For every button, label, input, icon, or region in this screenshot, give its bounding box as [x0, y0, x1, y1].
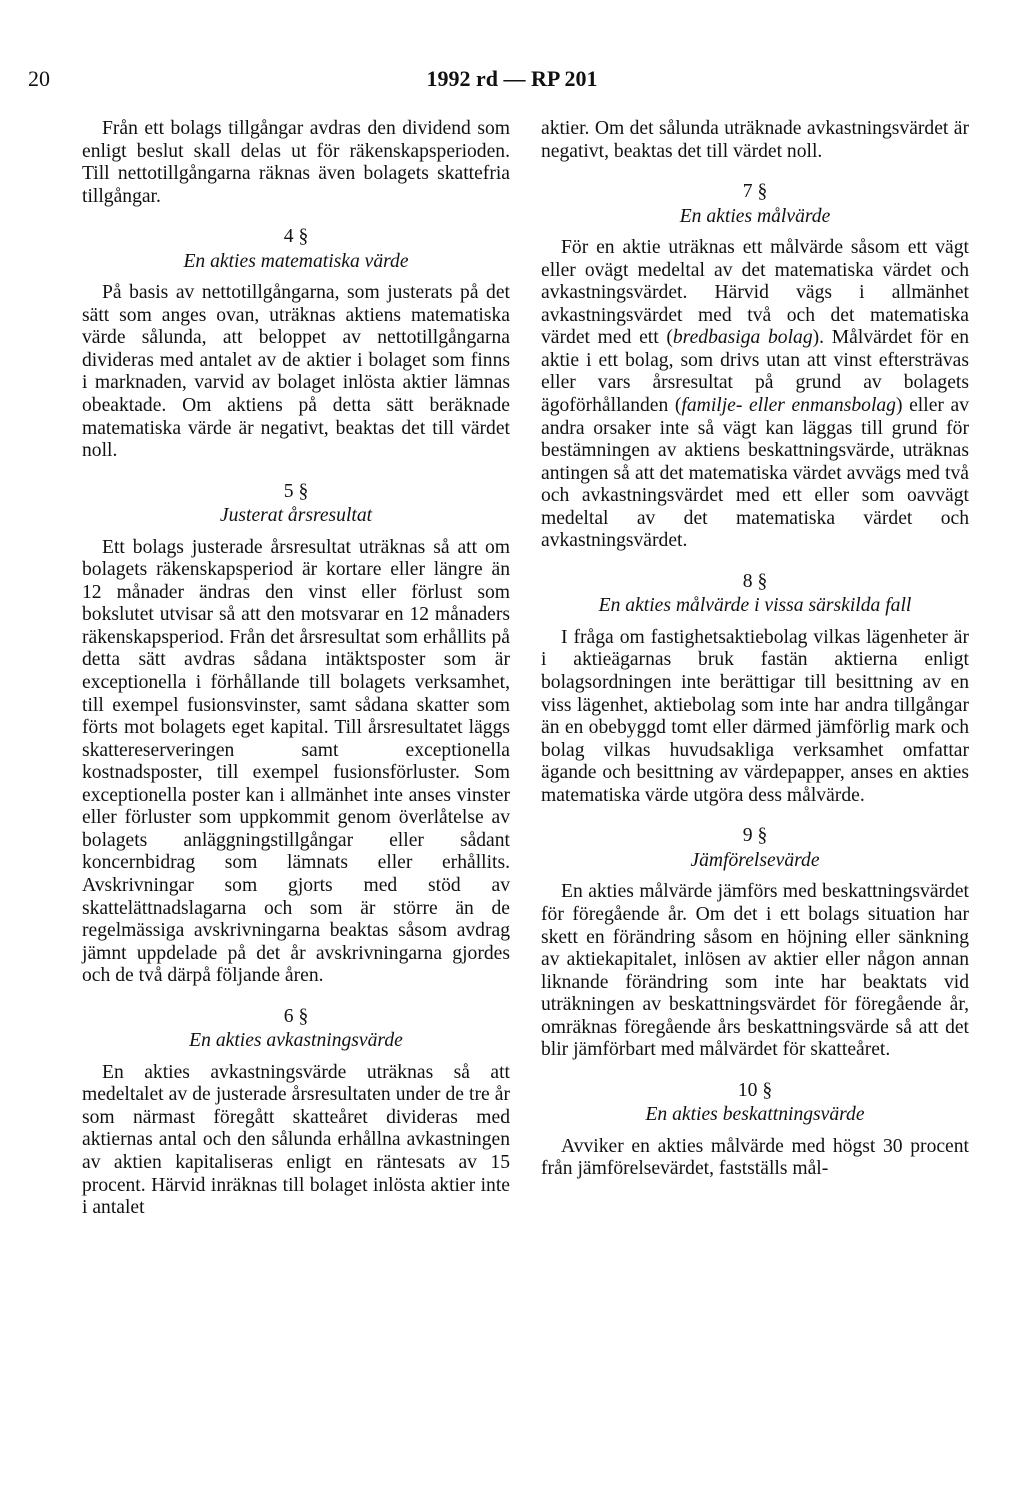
right-column — [541, 118, 969, 1181]
section-7-text-a: För en aktie uträknas ett målvärde såsom ett vägt eller ovägt medeltal av det matematiska värdet och avkastningsvärdet. Härvid vägs i allmänhet avkastningsvärdet med två och det matematiska värdet med ett ( — [541, 237, 969, 349]
section-7-em-b: familje- eller enmansbolag — [681, 395, 896, 417]
section-4-text: På basis av nettotillgångarna, som justerats på det sätt som anges ovan, uträknas aktiens matematiska värde sålunda, att beloppet av nettotillgångarna divideras med antalet av de aktier i bolaget som finns i marknaden, varvid av bolaget inlösta aktier lämnas obeaktade. Om aktiens på detta sätt beräknade matematiska värde är negativt, beaktas det till värdet noll. — [82, 282, 510, 462]
page-number: 20 — [28, 66, 50, 91]
section-7-number: 7 § — [742, 181, 768, 203]
left-column — [82, 118, 510, 1220]
section-7-text — [541, 237, 969, 553]
section-7-title: En akties målvärde — [679, 205, 831, 227]
section-4-title: En akties matematiska värde — [183, 250, 409, 272]
section-10-title: En akties beskattningsvärde — [645, 1104, 865, 1126]
section-7-text-c: ) eller av andra orsaker inte så vägt kan läggas till grund för bestämningen av aktiens beskattningsvärde, uträknas antingen så att det matematiska värdet avvägs med två och avkastningsvärdet med ett eller som oavvägt medeltal av det matematiska värdet och avkastningsvärdet. — [541, 395, 970, 552]
section-10-number: 10 § — [737, 1079, 773, 1101]
section-5-number: 5 § — [283, 480, 309, 502]
section-10-text: Avviker en akties målvärde med högst 30 procent från jämförelsevärdet, fastställs mål- — [541, 1135, 969, 1180]
running-head: 1992 rd — RP 201 — [426, 66, 598, 91]
section-5-title: Justerat årsresultat — [219, 505, 373, 527]
section-8-title: En akties målvärde i vissa särskilda fall — [598, 595, 912, 617]
continued-paragraph: aktier. Om det sålunda uträknade avkastningsvärdet är negativt, beaktas det till värdet noll. — [541, 118, 969, 162]
section-9-title: Jämförelsevärde — [690, 849, 820, 871]
section-8-text: I fråga om fastighetsaktiebolag vilkas lägenheter är i aktieägarnas bruk fastän aktierna enligt bolagsordningen inte berättigar till besittning av en viss lägenhet, aktiebolag som inte har andra tillgångar än en obebyggd tomt eller därmed jämförlig mark och bolag vilkas huvudsakliga verksamhet omfattar ägande och besittning av värdepapper, anses en akties matematiska värde utgöra dess målvärde. — [541, 626, 969, 806]
section-6-title: En akties avkastningsvärde — [189, 1030, 403, 1052]
section-9-number: 9 § — [742, 825, 768, 847]
section-4-number: 4 § — [283, 226, 309, 248]
intro-paragraph: Från ett bolags tillgångar avdras den dividend som enligt beslut skall delas ut för räkenskapsperioden. Till nettotillgångarna räknas även bolagets skattefria tillgångar. — [82, 118, 510, 207]
section-8-number: 8 § — [742, 570, 768, 592]
section-6-number: 6 § — [283, 1005, 309, 1027]
section-6-text: En akties avkastningsvärde uträknas så att medeltalet av de justerade årsresultaten under de tre år som närmast föregått skatteåret divideras med aktiernas antal och den sålunda erhållna avkastningen av aktien kapitaliseras enligt en räntesats av 15 procent. Härvid inräknas till bolaget inlösta aktier inte i antalet — [82, 1061, 510, 1219]
section-9-text: En akties målvärde jämförs med beskattningsvärdet för föregående år. Om det i ett bolags situation har skett en förändring såsom en höjning eller sänkning av aktiekapitalet, inlösen av aktier eller någon annan liknande förändring som inte har beaktats vid uträkningen av beskattningsvärdet för föregående år, omräknas föregående års beskattningsvärde så att det blir jämförbart med målvärdet för skatteåret. — [541, 881, 969, 1061]
section-7-em-a: bredbasiga bolag — [672, 327, 813, 349]
section-5-text: Ett bolags justerade årsresultat uträknas så att om bolagets räkenskapsperiod är kortare eller längre än 12 månader ändras den vinst eller förlust som bokslutet utvisar så att den motsvarar en 12 månaders räkenskapsperiod. Från det årsresultat som erhållits på detta sätt avdras sådana intäktsposter som är exceptionella i förhållande till bolagets verksamhet, till exempel fusionsvinster, samt sådana skatter som förts mot bolagets eget kapital. Till årsresultatet läggs skattereserveringen samt exceptionella kostnadsposter, till exempel fusionsförluster. Som exceptionella poster kan i allmänhet inte anses vinster eller förluster som uppkommit genom överlåtelse av bolagets anläggningstillgångar eller sådant koncernbidrag som lämnats eller erhållits. Avskrivningar som gjorts med stöd av skattelättnadslagarna och som är större än de regelmässiga avskrivningarna beaktas såsom avdrag jämnt uppdelade på det år avskrivningarna gjordes och de två därpå följande åren. — [82, 536, 510, 987]
section-7-text-b: ). Målvärdet för en aktie i ett bolag, som drivs utan att vinst eftersträvas eller vars årsresultat på grund av bolagets ägoförhållanden ( — [541, 327, 969, 417]
